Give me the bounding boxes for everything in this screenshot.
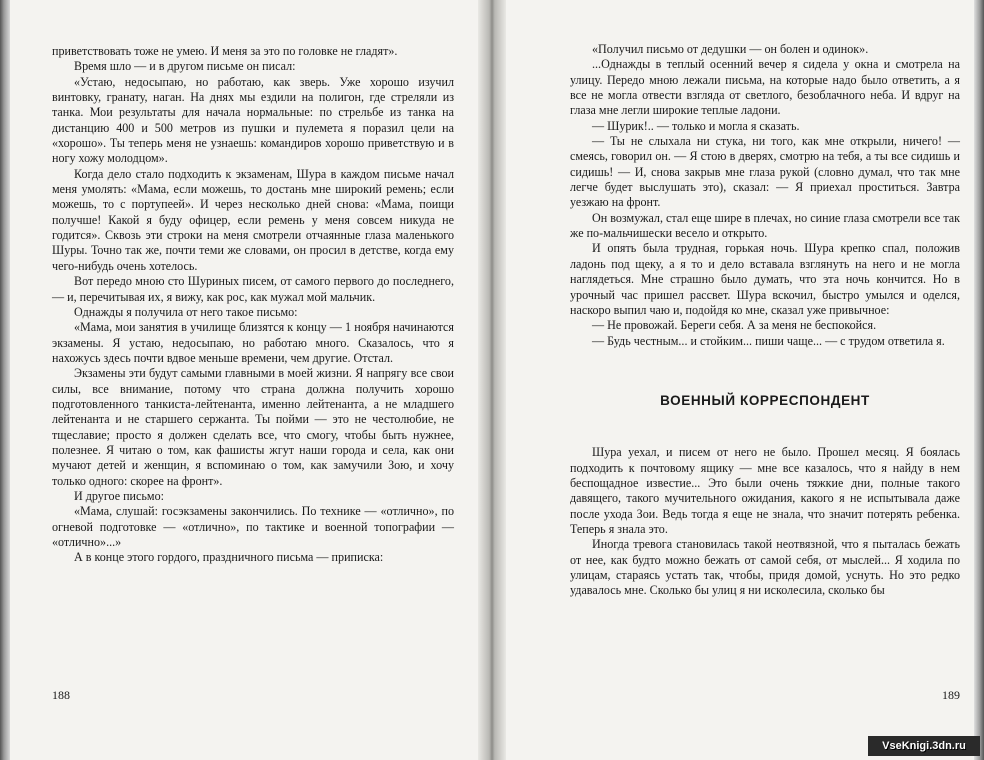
paragraph: — Не провожай. Береги себя. А за меня не беспокойся. xyxy=(592,318,877,333)
paragraph: И опять была трудная, горькая ночь. Шура крепко спал, положив ладонь под щеку, а я то и дело вставала взглянуть на него и не могла наглядеться. Мне страшно было думать, что эта ночь кончится. Но в урочный час пришел рассвет. Шура вскочил, быстро умылся и оделся, наскоро выпил чаю и, подойдя ко мне, сказал уже привычное: xyxy=(570,241,960,317)
left-page xyxy=(0,0,484,760)
paragraph: приветствовать тоже не умею. И меня за это по головке не гладят». xyxy=(52,44,398,58)
paragraph: И другое письмо: xyxy=(74,488,164,503)
paragraph: «Устаю, недосыпаю, но работаю, как зверь. Уже хорошо изучил винтовку, гранату, наган. На днях мы ездили на полигон, где стреляли из танка. Мои результаты для начала нормальные: по стрельбе из танка на дистанцию 400 и 500 метров из пушки и пулемета я поразил цели на «хорошо». Ты теперь меня не узнаешь: командиров хорошо приветствую и в ногу хожу молодцом». xyxy=(52,74,454,166)
paragraph: Экзамены эти будут самыми главными в моей жизни. Я напрягу все свои силы, все внимание, потому что страна должна получить хорошо подготовленного танкиста-лейтенанта, именно лейтенанта, а не младшего лейтенанта и не старшего сержанта. Ты пойми — это не честолюбие, не тщеславие; просто я должен сделать все, что смогу, чтобы быть нужнее, полезнее. Я читаю о том, как фашисты жгут наши города и села, как они мучают детей и женщин, я вспоминаю о том, как замучили Зою, и хочу только одного: скорее на фронт». xyxy=(52,366,454,488)
chapter-heading: ВОЕННЫЙ КОРРЕСПОНДЕНТ xyxy=(660,392,870,408)
paragraph: Однажды я получила от него такое письмо: xyxy=(74,304,298,319)
paragraph: ...Однажды в теплый осенний вечер я сидела у окна и смотрела на улицу. Передо мною лежали письма, на которые надо было ответить, а я все не могла отвести взгляда от светлого, безоблачного неба. И вдруг на глаза мне легли широкие теплые ладони. xyxy=(570,57,960,118)
right-page xyxy=(500,0,984,760)
paragraph: Время шло — и в другом письме он писал: xyxy=(74,59,296,74)
paragraph: — Будь честным... и стойким... пиши чаще... — с трудом ответила я. xyxy=(592,333,945,348)
paragraph: Вот передо мною сто Шуриных писем, от самого первого до последнего, — и, перечитывая их, я вижу, как рос, как мужал мой мальчик. xyxy=(52,274,454,304)
page-number-left: 188 xyxy=(52,688,70,702)
paragraph: Когда дело стало подходить к экзаменам, Шура в каждом письме начал меня умолять: «Мама, если можешь, то достань мне широкий ремень; если можешь, то с портупеей». И через несколько дней снова: «Мама, поищи получше! Какой я буду офицер, если ремень у меня совсем никуда не годится». Сквозь эти строки на меня смотрели отчаянные глаза маленького Шуры. Точно так же, почти теми же словами, он просил в детстве, когда ему чего-нибудь очень хотелось. xyxy=(52,166,454,273)
paragraph: «Получил письмо от дедушки — он болен и одинок». xyxy=(592,42,869,56)
right-page-text xyxy=(570,42,960,599)
site-watermark: VseKnigi.3dn.ru xyxy=(868,736,980,756)
left-page-text xyxy=(52,44,454,566)
paragraph: — Шурик!.. — только и могла я сказать. xyxy=(592,118,800,133)
page-number-right: 189 xyxy=(942,688,960,702)
paragraph: «Мама, мои занятия в училище близятся к концу — 1 ноября начинаются экзамены. Я устаю, недосыпаю, но работаю много. Сказалось, что я нахожусь здесь почти вдвое меньше времени, чем другие. Отстал. xyxy=(52,320,454,365)
paragraph: Иногда тревога становилась такой неотвязной, что я пыталась бежать от нее, как будто можно бежать от самой себя, от мыслей... Я ходила по улицам, стараясь устать так, чтобы, придя домой, уснуть. Но это редко удавалось мне. Сколько бы улиц я ни исколесила, сколько бы xyxy=(570,537,960,598)
paragraph: Шура уехал, и писем от него не было. Прошел месяц. Я боялась подходить к почтовому ящику — мне все казалось, что я найду в нем беспощадное известие... Это были очень тяжкие дни, полные такого давящего, такого мучительного ожидания, какого я не испытывала даже после ухода Зои. Ведь тогда я еще не знала, что значит потерять ребенка. Теперь я знала это. xyxy=(570,445,960,536)
paragraph: «Мама, слушай: госэкзамены закончились. По технике — «отлично», по огневой подготовке — «отлично», по тактике и военной топографии — «отлично»...» xyxy=(52,504,454,549)
left-edge-shadow xyxy=(0,0,10,760)
right-edge-shadow xyxy=(974,0,984,760)
paragraph: Он возмужал, стал еще шире в плечах, но синие глаза смотрели все так же по-мальчишески весело и открыто. xyxy=(570,210,960,241)
paragraph: А в конце этого гордого, праздничного письма — приписка: xyxy=(74,550,384,565)
paragraph: — Ты не слыхала ни стука, ни того, как мне открыли, ничего! — смеясь, говорил он. — Я стою в дверях, смотрю на тебя, а ты все сидишь и сидишь! — И, снова закрыв мне глаза рукой (словно думал, что так мне легче будет выслушать это), сказал: — Я приехал проститься. Завтра уезжаю на фронт. xyxy=(570,134,960,210)
book-spine-shadow xyxy=(478,0,506,760)
